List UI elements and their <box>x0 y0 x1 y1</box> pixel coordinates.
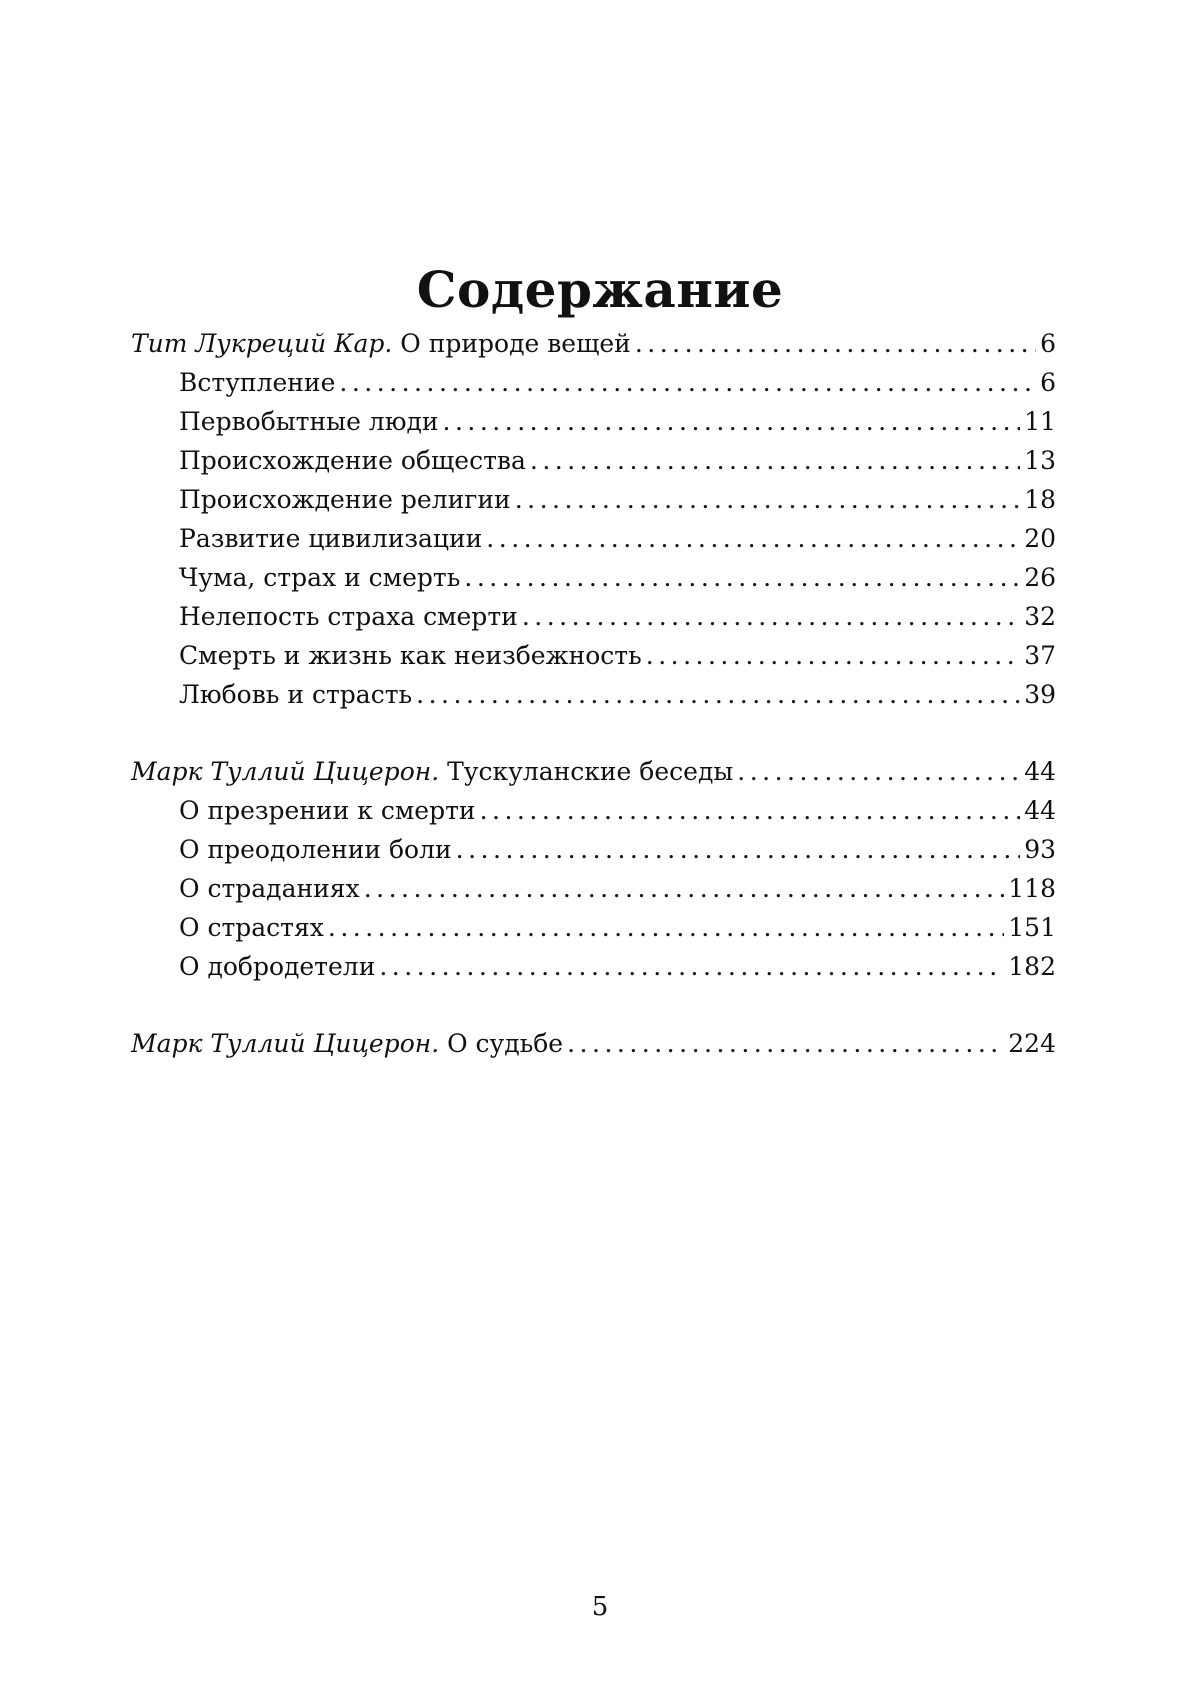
toc-subentry-label: Нелепость страха смерти <box>179 602 518 631</box>
toc-subentry-page: 151 <box>1008 913 1056 942</box>
toc-subentry <box>131 675 1056 714</box>
toc-subentry-page: 20 <box>1024 524 1056 553</box>
toc-subentry-label: Смерть и жизнь как неизбежность <box>179 641 642 670</box>
toc-entry-title <box>131 324 631 363</box>
toc-entry <box>131 1024 1056 1063</box>
dot-leader <box>567 1024 1004 1063</box>
toc-entry-author: Марк Туллий Цицерон. <box>131 757 440 786</box>
toc-subentry-page: 93 <box>1024 835 1056 864</box>
toc-subentry-page: 18 <box>1024 485 1056 514</box>
toc-section <box>131 1024 1056 1063</box>
toc-entry-work: О природе вещей <box>392 329 631 358</box>
toc-subentry-label: О преодолении боли <box>179 835 452 864</box>
toc-subentry-label: О страданиях <box>179 874 360 903</box>
toc-entry <box>131 752 1056 791</box>
toc-subentry <box>131 363 1056 402</box>
toc-subentry-label: О презрении к смерти <box>179 796 476 825</box>
toc-subentry-page: 13 <box>1024 446 1056 475</box>
toc-subentry-label: Любовь и страсть <box>179 680 413 709</box>
toc-subentry <box>131 441 1056 480</box>
dot-leader <box>364 869 1005 908</box>
toc-subentry-label: Происхождение религии <box>179 485 511 514</box>
toc-subentry-page: 11 <box>1024 407 1056 436</box>
page-number: 5 <box>591 1592 609 1622</box>
dot-leader <box>443 402 1021 441</box>
dot-leader <box>464 558 1020 597</box>
toc-section <box>131 324 1056 714</box>
dot-leader <box>646 636 1020 675</box>
toc-subentry-label: О добродетели <box>179 952 376 981</box>
dot-leader <box>737 752 1020 791</box>
toc-entry-page: 224 <box>1008 1029 1056 1058</box>
dot-leader <box>480 791 1021 830</box>
toc-subentry <box>131 869 1056 908</box>
toc-subentry-page: 37 <box>1024 641 1056 670</box>
toc-entry-author: Марк Туллий Цицерон. <box>131 1029 440 1058</box>
toc-section <box>131 752 1056 986</box>
toc-subentry <box>131 519 1056 558</box>
dot-leader <box>515 480 1020 519</box>
toc-subentry <box>131 791 1056 830</box>
toc-subentry-label: Развитие цивилизации <box>179 524 483 553</box>
toc-subentry-page: 26 <box>1024 563 1056 592</box>
dot-leader <box>530 441 1020 480</box>
toc-subentry <box>131 597 1056 636</box>
toc-subentry-page: 182 <box>1008 952 1056 981</box>
page-title: Содержание <box>416 259 784 319</box>
toc-subentry <box>131 947 1056 986</box>
dot-leader <box>635 324 1036 363</box>
toc-subentry-page: 39 <box>1024 680 1056 709</box>
toc-subentry-label: Происхождение общества <box>179 446 526 475</box>
dot-leader <box>416 675 1020 714</box>
toc-subentry-label: Первобытные люди <box>179 407 439 436</box>
dot-leader <box>456 830 1021 869</box>
toc-entry-author: Тит Лукреций Кар. <box>131 329 393 358</box>
dot-leader <box>522 597 1020 636</box>
toc-entry-title <box>131 752 733 791</box>
dot-leader <box>339 363 1036 402</box>
toc-entry-page: 44 <box>1024 757 1056 786</box>
toc-subentry-page: 118 <box>1008 874 1056 903</box>
toc-subentry-label: О страстях <box>179 913 324 942</box>
toc-subentry <box>131 636 1056 675</box>
toc-subentry <box>131 558 1056 597</box>
dot-leader <box>328 908 1004 947</box>
toc-subentry-label: Чума, страх и смерть <box>179 563 461 592</box>
toc-entry <box>131 324 1056 363</box>
toc-subentry <box>131 830 1056 869</box>
toc-subentry-label: Вступление <box>179 368 336 397</box>
toc-subentry <box>131 402 1056 441</box>
dot-leader <box>379 947 1004 986</box>
toc-entry-work: О судьбе <box>439 1029 564 1058</box>
toc-subentry-page: 44 <box>1024 796 1056 825</box>
table-of-contents <box>131 324 1056 1063</box>
toc-subentry <box>131 480 1056 519</box>
toc-subentry <box>131 908 1056 947</box>
toc-subentry-page: 32 <box>1024 602 1056 631</box>
toc-entry-page: 6 <box>1040 329 1056 358</box>
dot-leader <box>486 519 1020 558</box>
toc-entry-title <box>131 1024 563 1063</box>
toc-subentry-page: 6 <box>1040 368 1056 397</box>
toc-entry-work: Тускуланские беседы <box>439 757 734 786</box>
